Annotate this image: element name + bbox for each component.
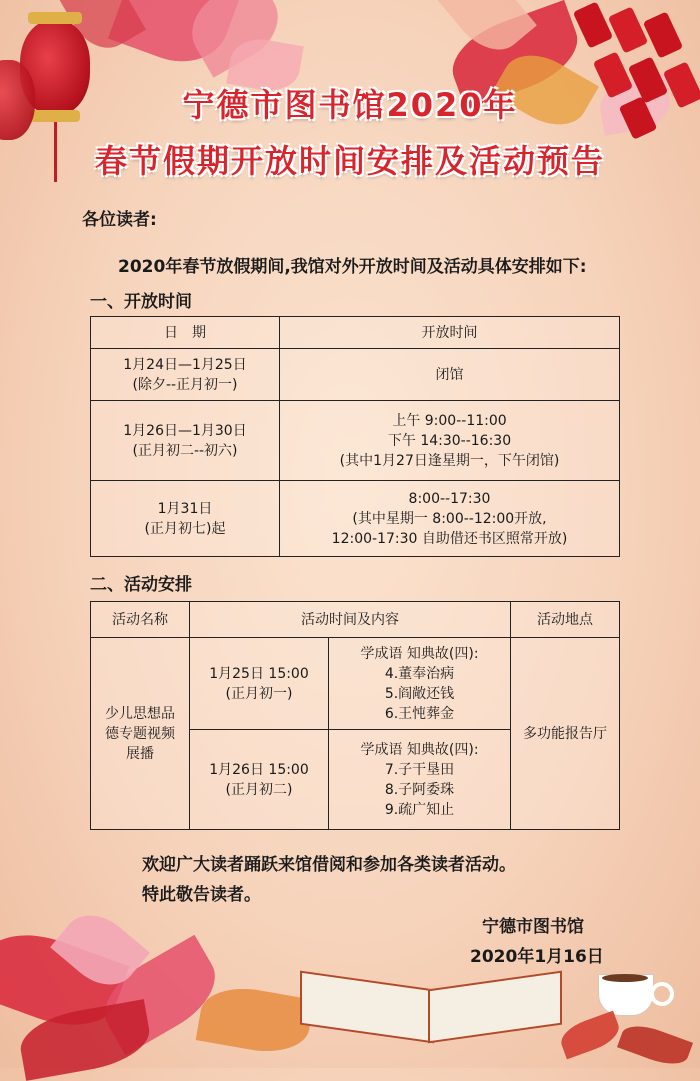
table-row bbox=[91, 481, 620, 557]
notice-date: 2020年1月16日 bbox=[470, 947, 604, 967]
session-time: (正月初二) bbox=[225, 781, 293, 798]
date-text: 1月31日 bbox=[157, 500, 213, 517]
activity-name: 少儿思想品 德专题视频 展播 bbox=[91, 638, 190, 830]
hours-text: 上午 9:00--11:00 bbox=[392, 412, 507, 429]
date-text: (除夕--正月初一) bbox=[132, 376, 238, 393]
col-name-header: 活动名称 bbox=[91, 602, 190, 638]
col-hours-header: 开放时间 bbox=[280, 317, 620, 349]
date-text: 1月26日—1月30日 bbox=[123, 422, 247, 439]
session-content: 5.阎敞还钱 bbox=[384, 685, 455, 702]
date-text: 1月24日—1月25日 bbox=[123, 356, 247, 373]
table-row bbox=[91, 401, 620, 481]
table-row bbox=[91, 349, 620, 401]
session-content: 4.董奉治病 bbox=[384, 665, 455, 682]
session-time: (正月初一) bbox=[225, 685, 293, 702]
activity-table bbox=[90, 601, 620, 830]
session-content: 9.疏广知止 bbox=[384, 801, 455, 818]
session-content: 6.王忳葬金 bbox=[384, 705, 455, 722]
decoration-bottom-left bbox=[0, 900, 330, 1068]
session-time: 1月25日 15:00 bbox=[209, 665, 309, 682]
session-content: 8.子阿委珠 bbox=[384, 781, 455, 798]
col-place-header: 活动地点 bbox=[511, 602, 620, 638]
closing-line-2: 特此敬告读者。 bbox=[142, 885, 261, 905]
title-line-2: 春节假期开放时间安排及活动预告 bbox=[94, 142, 605, 180]
greeting: 各位读者: bbox=[82, 210, 157, 230]
col-time-header: 活动时间及内容 bbox=[190, 602, 511, 638]
book-decoration bbox=[300, 960, 560, 1040]
session-time: 1月26日 15:00 bbox=[209, 761, 309, 778]
hours-text: 闭馆 bbox=[280, 349, 620, 401]
opening-hours-table bbox=[90, 316, 620, 557]
hours-text: 8:00--17:30 bbox=[408, 490, 491, 507]
signature: 宁德市图书馆 bbox=[482, 917, 584, 937]
title-line-1: 宁德市图书馆2020年 bbox=[182, 86, 518, 124]
activity-place: 多功能报告厅 bbox=[511, 638, 620, 830]
hours-text: (其中1月27日逢星期一，下午闭馆) bbox=[339, 452, 560, 469]
session-content: 7.子干垦田 bbox=[384, 761, 455, 778]
section2-heading: 二、活动安排 bbox=[90, 575, 192, 595]
section1-heading: 一、开放时间 bbox=[90, 292, 192, 312]
session-content: 学成语 知典故(四): bbox=[360, 741, 479, 758]
leaf-decoration bbox=[560, 1010, 700, 1068]
lantern-cap bbox=[28, 12, 82, 24]
hours-text: 12:00-17:30 自助借还书区照常开放) bbox=[331, 530, 568, 547]
hours-text: (其中星期一 8:00--12:00开放, bbox=[352, 510, 547, 527]
col-date-header: 日 期 bbox=[91, 317, 280, 349]
closing-line-1: 欢迎广大读者踊跃来馆借阅和参加各类读者活动。 bbox=[142, 855, 516, 875]
intro: 2020年春节放假期间,我馆对外开放时间及活动具体安排如下: bbox=[118, 257, 587, 277]
session-content: 学成语 知典故(四): bbox=[360, 645, 479, 662]
date-text: (正月初二--初六) bbox=[132, 442, 238, 459]
hours-text: 下午 14:30--16:30 bbox=[387, 432, 512, 449]
table-row bbox=[91, 638, 620, 730]
date-text: (正月初七)起 bbox=[144, 520, 226, 537]
